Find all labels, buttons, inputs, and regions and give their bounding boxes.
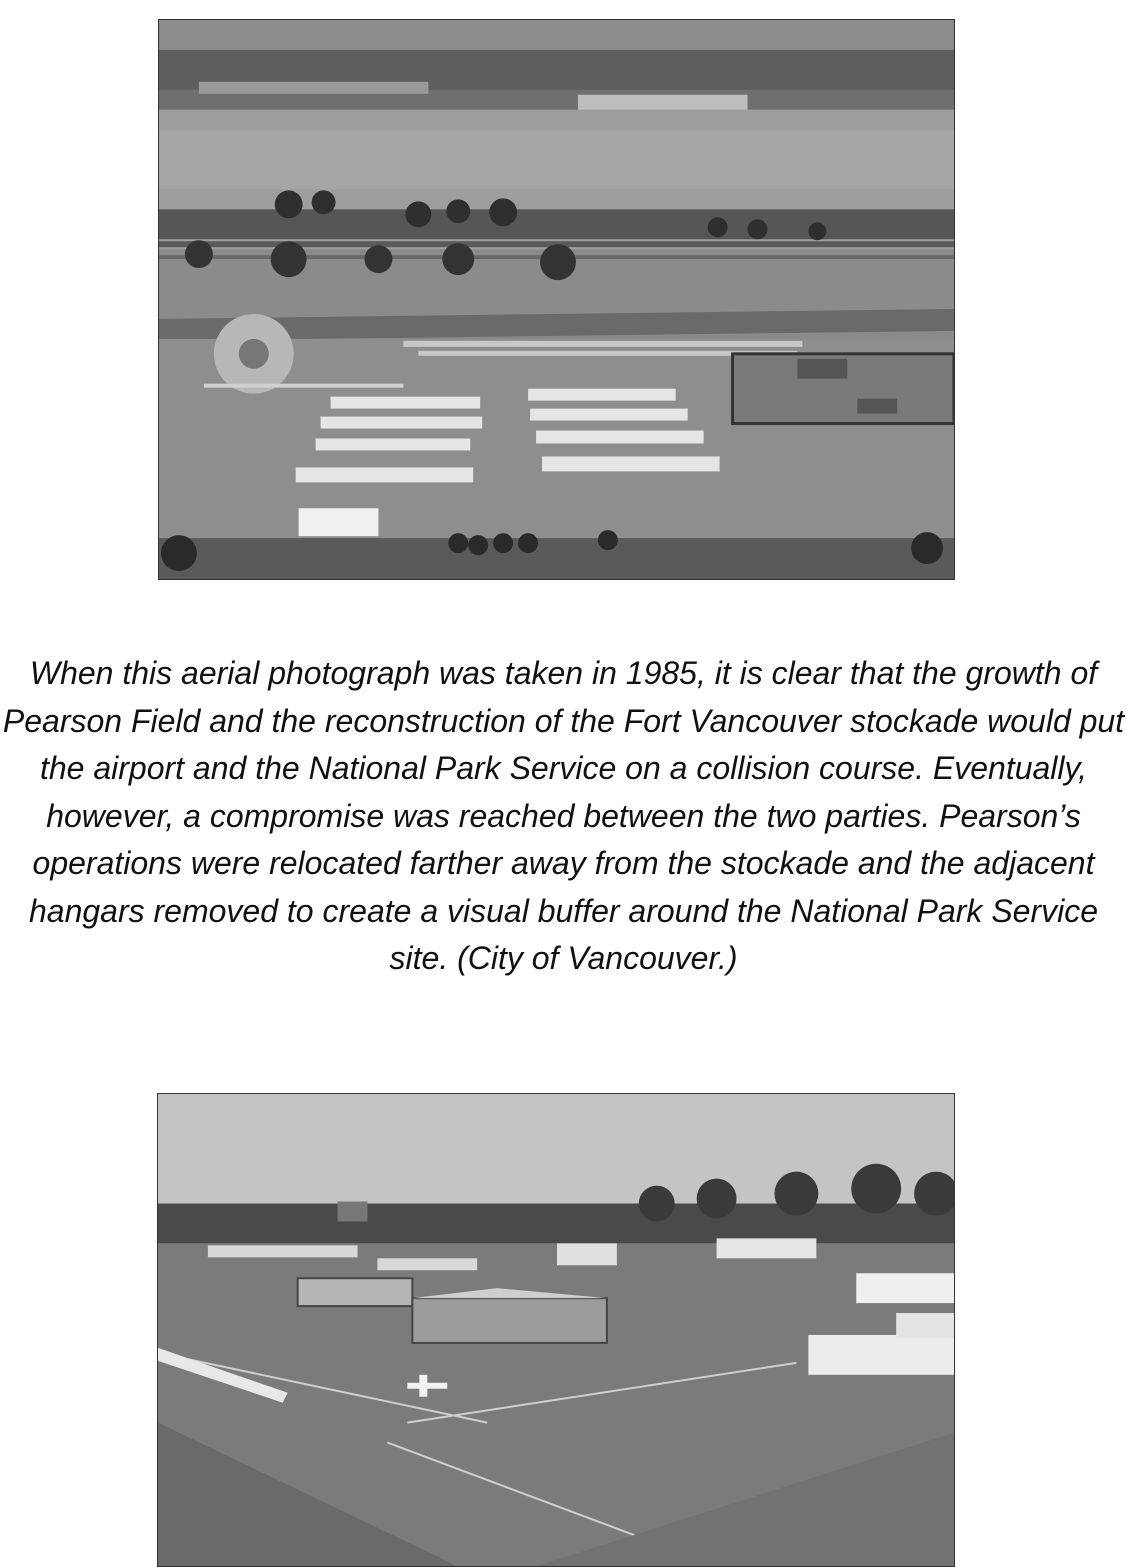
aerial-photo-1985	[158, 19, 955, 580]
airfield-hangars-photo	[157, 1093, 955, 1567]
photo-caption: When this aerial photograph was taken in 1985, it is clear that the growth of Pearson Field and the reconstruction of the Fort Vancouver stockade would put the airport and the National Park Service on a collision course. Eventually, however, a compromise was reached between the two parties. Pearson’s operations were relocated farther away from the stockade and the adjacent hangars removed to create a visual buffer around the National Park Service site. (City of Vancouver.)	[2, 655, 1125, 976]
aerial-photo-1985-image	[159, 20, 954, 579]
airfield-hangars-photo-image	[158, 1094, 954, 1566]
